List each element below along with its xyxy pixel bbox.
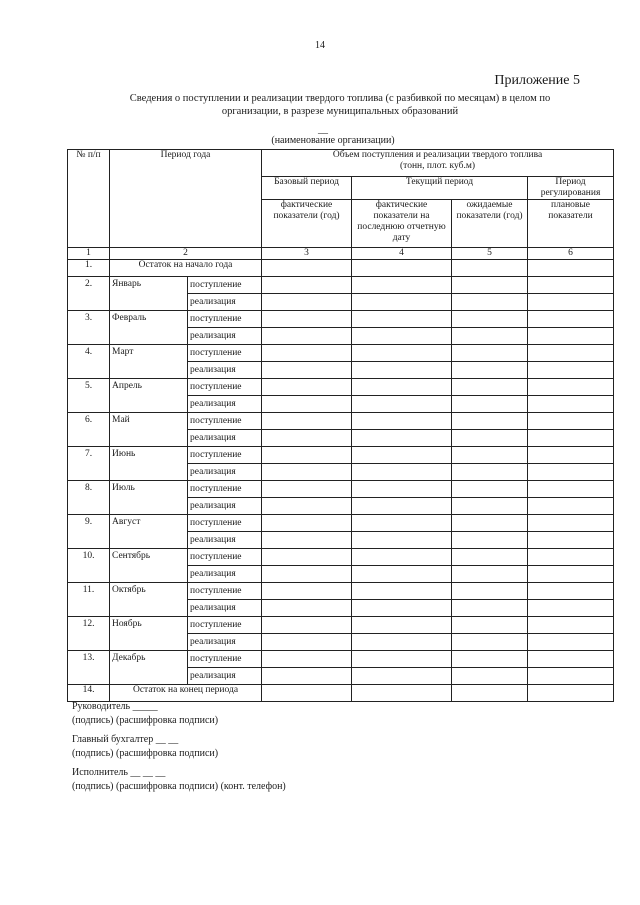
signature-role-line: Главный бухгалтер __ __ xyxy=(72,734,179,745)
month-name: Июль xyxy=(110,481,188,515)
receipt-label: поступление xyxy=(188,345,262,362)
signature-block xyxy=(72,700,286,794)
data-cell xyxy=(262,328,352,345)
data-cell xyxy=(528,328,614,345)
data-cell xyxy=(528,277,614,294)
data-cell xyxy=(452,583,528,600)
data-cell xyxy=(528,549,614,566)
col-number: 1 xyxy=(68,248,110,260)
sale-label: реализация xyxy=(188,668,262,685)
data-cell xyxy=(262,685,352,702)
month-name: Ноябрь xyxy=(110,617,188,651)
sale-label: реализация xyxy=(188,396,262,413)
data-cell xyxy=(528,515,614,532)
data-cell xyxy=(352,651,452,668)
row-number: 8. xyxy=(68,481,110,515)
month-row-receipt xyxy=(68,277,614,294)
data-cell xyxy=(262,294,352,311)
data-cell xyxy=(352,515,452,532)
sale-label: реализация xyxy=(188,430,262,447)
receipt-label: поступление xyxy=(188,549,262,566)
data-cell xyxy=(528,566,614,583)
data-cell xyxy=(262,498,352,515)
header-volume-line-2: (тонн, плот. куб.м) xyxy=(400,161,475,171)
data-cell xyxy=(352,498,452,515)
receipt-label: поступление xyxy=(188,583,262,600)
data-cell xyxy=(262,668,352,685)
data-cell xyxy=(352,464,452,481)
row-number: 3. xyxy=(68,311,110,345)
data-cell xyxy=(262,634,352,651)
signature-caption: (подпись) (расшифровка подписи) xyxy=(72,715,219,726)
data-cell xyxy=(262,532,352,549)
title-line-1: Сведения о поступлении и реализации твердого топлива (с разбивкой по месяцам) в целом по xyxy=(129,93,551,104)
sale-label: реализация xyxy=(188,566,262,583)
sale-label: реализация xyxy=(188,328,262,345)
column-number-row xyxy=(68,248,614,260)
data-cell xyxy=(352,600,452,617)
data-cell xyxy=(528,260,614,277)
col-number: 6 xyxy=(528,248,614,260)
data-cell xyxy=(262,362,352,379)
data-cell xyxy=(452,668,528,685)
data-cell xyxy=(352,617,452,634)
row-number: 9. xyxy=(68,515,110,549)
month-name: Январь xyxy=(110,277,188,311)
data-cell xyxy=(452,260,528,277)
month-name: Март xyxy=(110,345,188,379)
organization-name-caption: (наименование организации) xyxy=(271,135,395,146)
data-cell xyxy=(528,634,614,651)
data-cell xyxy=(352,362,452,379)
data-cell xyxy=(262,464,352,481)
data-cell xyxy=(352,583,452,600)
data-cell xyxy=(528,498,614,515)
data-cell xyxy=(452,277,528,294)
document-title xyxy=(90,92,590,118)
data-cell xyxy=(452,294,528,311)
data-cell xyxy=(352,328,452,345)
data-cell xyxy=(262,430,352,447)
month-name: Май xyxy=(110,413,188,447)
data-cell xyxy=(452,651,528,668)
header-current-period: Текущий период xyxy=(352,177,528,200)
data-cell xyxy=(352,481,452,498)
fuel-table xyxy=(67,149,614,702)
header-current-fact: фактические показатели на последнюю отчетную дату xyxy=(352,200,452,248)
month-row-receipt xyxy=(68,413,614,430)
data-cell xyxy=(352,260,452,277)
data-cell xyxy=(262,651,352,668)
month-row-receipt xyxy=(68,447,614,464)
row-number: 5. xyxy=(68,379,110,413)
header-reg-period: Период регулирования xyxy=(528,177,614,200)
col-number: 3 xyxy=(262,248,352,260)
data-cell xyxy=(528,294,614,311)
data-cell xyxy=(452,413,528,430)
data-cell xyxy=(262,311,352,328)
sale-label: реализация xyxy=(188,362,262,379)
data-cell xyxy=(352,294,452,311)
data-cell xyxy=(262,447,352,464)
data-cell xyxy=(528,447,614,464)
data-cell xyxy=(528,583,614,600)
data-cell xyxy=(452,311,528,328)
row-number: 10. xyxy=(68,549,110,583)
data-cell xyxy=(262,515,352,532)
receipt-label: поступление xyxy=(188,447,262,464)
data-cell xyxy=(452,600,528,617)
data-cell xyxy=(262,583,352,600)
receipt-label: поступление xyxy=(188,617,262,634)
month-row-receipt xyxy=(68,617,614,634)
month-row-receipt xyxy=(68,345,614,362)
data-cell xyxy=(352,413,452,430)
data-cell xyxy=(528,668,614,685)
sale-label: реализация xyxy=(188,294,262,311)
data-cell xyxy=(352,685,452,702)
receipt-label: поступление xyxy=(188,379,262,396)
receipt-label: поступление xyxy=(188,481,262,498)
month-row-receipt xyxy=(68,583,614,600)
data-cell xyxy=(352,311,452,328)
month-row-receipt xyxy=(68,379,614,396)
data-cell xyxy=(452,481,528,498)
data-cell xyxy=(352,634,452,651)
row-number: 6. xyxy=(68,413,110,447)
opening-balance-label: Остаток на начало года xyxy=(110,260,262,277)
row-number: 11. xyxy=(68,583,110,617)
data-cell xyxy=(528,362,614,379)
data-cell xyxy=(262,566,352,583)
data-cell xyxy=(262,481,352,498)
month-row-receipt xyxy=(68,515,614,532)
receipt-label: поступление xyxy=(188,651,262,668)
organization-name-line: __ xyxy=(318,124,328,135)
month-name: Февраль xyxy=(110,311,188,345)
data-cell xyxy=(452,549,528,566)
data-cell xyxy=(452,396,528,413)
data-cell xyxy=(262,260,352,277)
sale-label: реализация xyxy=(188,464,262,481)
data-cell xyxy=(452,328,528,345)
data-cell xyxy=(528,481,614,498)
data-cell xyxy=(352,447,452,464)
row-number: 14. xyxy=(68,685,110,702)
data-cell xyxy=(452,566,528,583)
closing-balance-label: Остаток на конец периода xyxy=(110,685,262,702)
data-cell xyxy=(452,634,528,651)
closing-balance-row xyxy=(68,685,614,702)
month-row-receipt xyxy=(68,549,614,566)
month-name: Декабрь xyxy=(110,651,188,685)
page-number: 14 xyxy=(315,40,325,51)
data-cell xyxy=(262,413,352,430)
month-name: Август xyxy=(110,515,188,549)
data-cell xyxy=(352,277,452,294)
receipt-label: поступление xyxy=(188,311,262,328)
data-cell xyxy=(262,345,352,362)
month-row-receipt xyxy=(68,651,614,668)
receipt-label: поступление xyxy=(188,515,262,532)
data-cell xyxy=(452,464,528,481)
data-cell xyxy=(528,430,614,447)
row-number: 12. xyxy=(68,617,110,651)
opening-balance-row xyxy=(68,260,614,277)
sale-label: реализация xyxy=(188,600,262,617)
data-cell xyxy=(352,379,452,396)
row-number: 4. xyxy=(68,345,110,379)
data-cell xyxy=(262,617,352,634)
header-current-expected: ожидаемые показатели (год) xyxy=(452,200,528,248)
col-number: 5 xyxy=(452,248,528,260)
month-name: Сентябрь xyxy=(110,549,188,583)
data-cell xyxy=(352,532,452,549)
col-number: 2 xyxy=(110,248,262,260)
data-cell xyxy=(352,430,452,447)
header-no: № п/п xyxy=(68,150,110,248)
data-cell xyxy=(528,464,614,481)
data-cell xyxy=(528,396,614,413)
data-cell xyxy=(452,430,528,447)
row-number: 2. xyxy=(68,277,110,311)
data-cell xyxy=(528,532,614,549)
data-cell xyxy=(528,345,614,362)
header-volume-line-1: Объем поступления и реализации твердого топлива xyxy=(332,150,543,160)
header-volume xyxy=(262,150,614,177)
header-base-period: Базовый период xyxy=(262,177,352,200)
data-cell xyxy=(528,413,614,430)
data-cell xyxy=(528,617,614,634)
month-row-receipt xyxy=(68,481,614,498)
month-name: Июнь xyxy=(110,447,188,481)
data-cell xyxy=(452,498,528,515)
col-number: 4 xyxy=(352,248,452,260)
data-cell xyxy=(452,617,528,634)
signature-role-line: Исполнитель __ __ __ xyxy=(72,767,166,778)
data-cell xyxy=(528,379,614,396)
header-base-fact: фактические показатели (год) xyxy=(262,200,352,248)
data-cell xyxy=(452,685,528,702)
header-reg-plan: плановые показатели xyxy=(528,200,614,248)
data-cell xyxy=(452,345,528,362)
data-cell xyxy=(452,379,528,396)
data-cell xyxy=(452,532,528,549)
data-cell xyxy=(528,651,614,668)
data-cell xyxy=(262,379,352,396)
row-number: 13. xyxy=(68,651,110,685)
data-cell xyxy=(452,362,528,379)
row-number: 1. xyxy=(68,260,110,277)
receipt-label: поступление xyxy=(188,277,262,294)
data-cell xyxy=(262,396,352,413)
data-cell xyxy=(452,515,528,532)
signature-caption: (подпись) (расшифровка подписи) xyxy=(72,748,219,759)
sale-label: реализация xyxy=(188,532,262,549)
data-cell xyxy=(262,277,352,294)
month-name: Апрель xyxy=(110,379,188,413)
row-number: 7. xyxy=(68,447,110,481)
signature-role-line: Руководитель _____ xyxy=(72,701,158,712)
data-cell xyxy=(352,345,452,362)
sale-label: реализация xyxy=(188,634,262,651)
signature-caption: (подпись) (расшифровка подписи) (конт. телефон) xyxy=(72,781,286,792)
data-cell xyxy=(352,549,452,566)
header-period: Период года xyxy=(110,150,262,248)
data-cell xyxy=(452,447,528,464)
data-cell xyxy=(352,396,452,413)
appendix-label: Приложение 5 xyxy=(494,73,580,88)
data-cell xyxy=(528,311,614,328)
title-line-2: организации, в разрезе муниципальных образований xyxy=(221,106,459,117)
data-cell xyxy=(528,685,614,702)
data-cell xyxy=(352,668,452,685)
month-row-receipt xyxy=(68,311,614,328)
data-cell xyxy=(262,600,352,617)
receipt-label: поступление xyxy=(188,413,262,430)
sale-label: реализация xyxy=(188,498,262,515)
month-name: Октябрь xyxy=(110,583,188,617)
data-cell xyxy=(262,549,352,566)
data-cell xyxy=(352,566,452,583)
data-cell xyxy=(528,600,614,617)
